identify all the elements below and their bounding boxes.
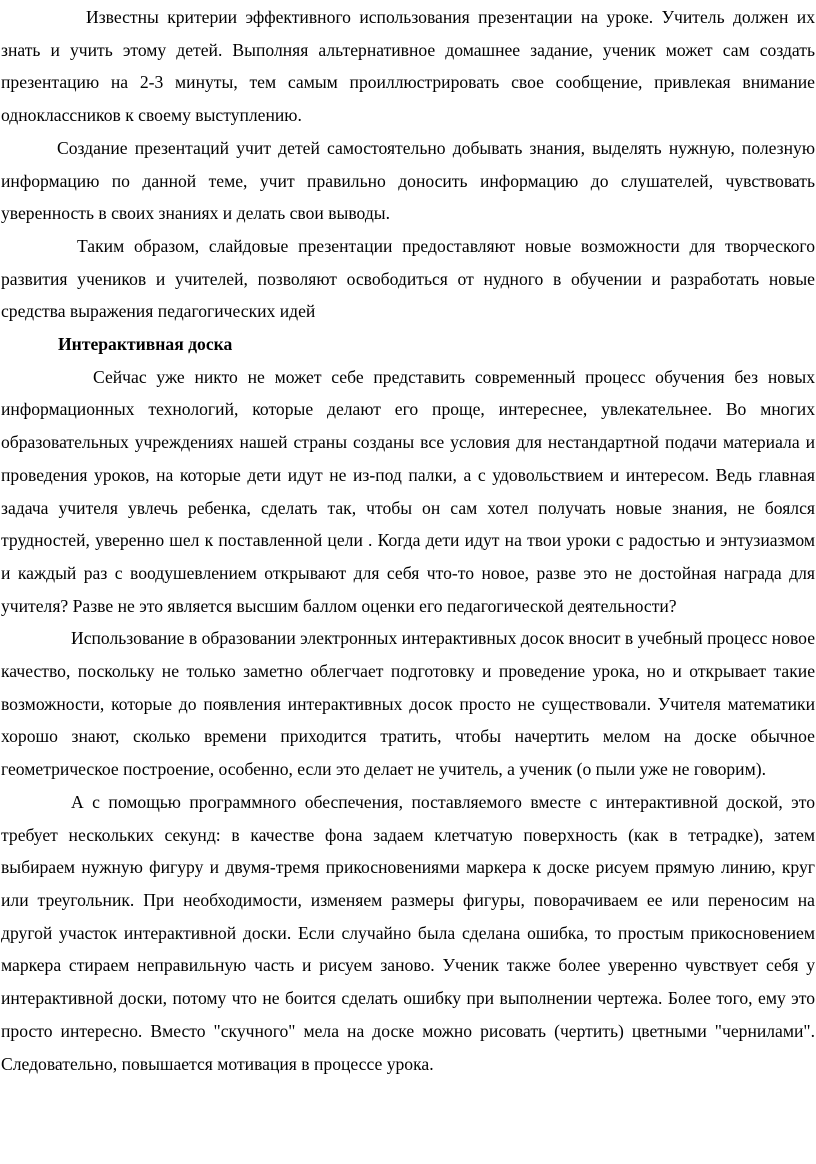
paragraph-software-features: А с помощью программного обеспечения, поставляемого вместе с интерактивной доской, это требует нескольких секунд: в качестве фона задаем клетчатую поверхность (как в тетрадке), затем выбираем нужную фигуру и двумя-тремя прикосновениями маркера к доске рисуем прямую линию, круг или треугольник. При необходимости, изменяем размеры фигуры, поворачиваем ее или переносим на другой участок интерактивной доски. Если случайно была сделана ошибка, то простым прикосновением маркера стираем неправильную часть и рисуем заново. Ученик также более уверенно чувствует себя у интерактивной доски, потому что не боится сделать ошибку при выполнении чертежа. Более того, ему это просто интересно. Вместо "скучного" мела на доске можно рисовать (чертить) цветными "чернилами". Следовательно, повышается мотивация в процессе урока. (1, 791, 815, 1074)
paragraph-modern-learning: Сейчас уже никто не может себе представить современный процесс обучения без новых информационных технологий, которые делают его проще, интереснее, увлекательнее. Во многих образовательных учреждениях нашей страны созданы все условия для нестандартной подачи материала и проведения уроков, на которые дети идут не из-под палки, а с удовольствием и интересом. Ведь главная задача учителя увлечь ребенка, сделать так, чтобы он сам хотел получать новые знания, не боялся трудностей, уверенно шел к поставленной цели . Когда дети идут на твои уроки с радостью и энтузиазмом и каждый раз с воодушевлением открывают для себя что-то новое, разве это не достойная награда для учителя? Разве не это является высшим баллом оценки его педагогической деятельности? (1, 366, 815, 616)
paragraph-conclusion-slides: Таким образом, слайдовые презентации предоставляют новые возможности для творческого развития учеников и учителей, позволяют освободиться от нудного в обучении и разработать новые средства выражения педагогических идей (1, 235, 815, 322)
paragraph-interactive-boards-use: Использование в образовании электронных интерактивных досок вносит в учебный процесс новое качество, поскольку не только заметно облегчает подготовку и проведение урока, но и открывает такие возможности, которые до появления интерактивных досок просто не существовали. Учителя математики хорошо знают, сколько времени приходится тратить, чтобы начертить мелом на доске обычное геометрическое построение, особенно, если это делает не учитель, а ученик (о пыли уже не говорим). (1, 628, 815, 780)
paragraph-presentation-criteria: Известны критерии эффективного использования презентации на уроке. Учитель должен их знать и учить этому детей. Выполняя альтернативное домашнее задание, ученик может сам создать презентацию на 2-3 минуты, тем самым проиллюстрировать свое сообщение, привлекая внимание одноклассников к своему выступлению. (1, 7, 815, 126)
section-heading-interactive-board: Интерактивная доска (58, 334, 233, 355)
paragraph-creating-presentations: Создание презентаций учит детей самостоятельно добывать знания, выделять нужную, полезную информацию по данной теме, учит правильно доносить информацию до слушателей, чувствовать уверенность в своих знаниях и делать свои выводы. (1, 137, 815, 224)
